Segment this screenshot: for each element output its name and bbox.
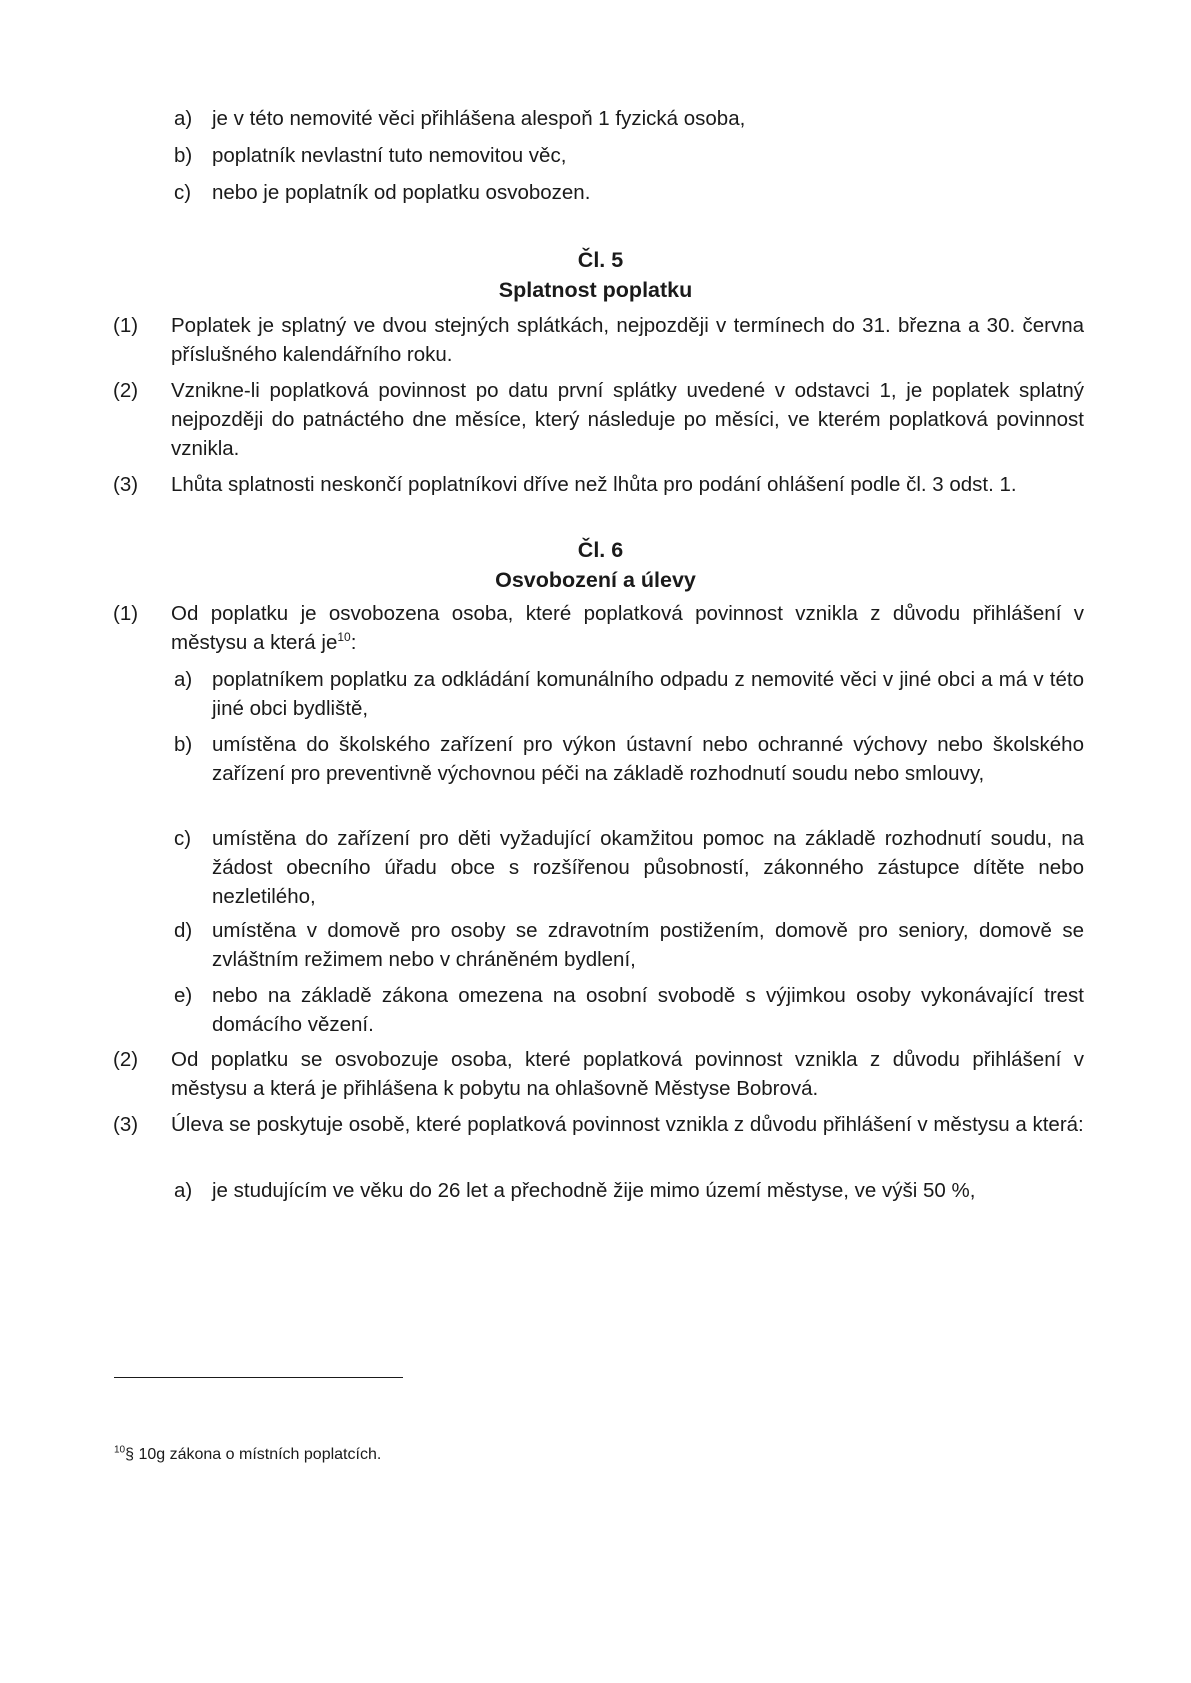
paragraph: [113, 470, 1084, 499]
list-item: [174, 981, 1084, 1039]
article-title: Splatnost poplatku: [498, 278, 693, 302]
paragraph-label: (1): [113, 602, 139, 625]
item-text: je studujícím ve věku do 26 let a přechodně žije mimo území městyse, ve výši 50 %,: [212, 1179, 976, 1202]
item-label: c): [174, 827, 192, 850]
item-label: b): [174, 733, 193, 756]
paragraph: [113, 311, 1084, 369]
item-text: umístěna v domově pro osoby se zdravotním postižením, domově pro seniory, domově se zvláštním režimem nebo v chráněném bydlení,: [212, 919, 1084, 971]
item-label: e): [174, 984, 193, 1007]
list-item: [174, 104, 1084, 133]
list-item: [174, 1176, 1084, 1205]
item-label: c): [174, 181, 192, 204]
item-text: poplatníkem poplatku za odkládání komunálního odpadu z nemovité věci v jiné obci a má v této jiné obci bydliště,: [212, 668, 1084, 720]
item-text: poplatník nevlastní tuto nemovitou věc,: [212, 144, 567, 167]
paragraph-body: Od poplatku je osvobozena osoba, které poplatková povinnost vznikla z důvodu přihlášení v městysu a která je: [171, 602, 1084, 654]
paragraph: [113, 1045, 1084, 1103]
paragraph-text: [171, 599, 1084, 657]
item-label: b): [174, 144, 193, 167]
paragraph-text: Lhůta splatnosti neskončí poplatníkovi dříve než lhůta pro podání ohlášení podle čl. 3 odst. 1.: [171, 473, 1017, 496]
list-item: [174, 916, 1084, 974]
article-6-heading: [0, 535, 1191, 595]
item-label: a): [174, 1179, 193, 1202]
paragraph-label: (3): [113, 473, 139, 496]
paragraph-text: Vznikne-li poplatková povinnost po datu první splátky uvedené v odstavci 1, je poplatek splatný nejpozději do patnáctého dne měsíce, který následuje po měsíci, ve kterém poplatková povinnost vznikla.: [171, 379, 1084, 460]
list-item: [174, 665, 1084, 723]
footnote-separator: [114, 1377, 403, 1378]
item-label: d): [174, 919, 193, 942]
paragraph-text: Poplatek je splatný ve dvou stejných splátkách, nejpozději v termínech do 31. března a 30. června příslušného kalendářního roku.: [171, 314, 1084, 366]
paragraph-label: (3): [113, 1113, 139, 1136]
article-number: Čl. 6: [577, 538, 624, 562]
paragraph-label: (2): [113, 1048, 139, 1071]
paragraph: [113, 376, 1084, 463]
list-item: [174, 824, 1084, 911]
item-text: umístěna do zařízení pro děti vyžadující okamžitou pomoc na základě rozhodnutí soudu, na žádost obecního úřadu obce s rozšířenou působností, zákonného zástupce dítěte nebo nezletilého,: [212, 827, 1084, 908]
item-text: umístěna do školského zařízení pro výkon ústavní nebo ochranné výchovy nebo školského zařízení pro preventivně výchovnou péči na základě rozhodnutí soudu nebo smlouvy,: [212, 733, 1084, 785]
article-number: Čl. 5: [577, 248, 624, 272]
item-label: a): [174, 107, 193, 130]
list-item: [174, 178, 1084, 207]
item-text: nebo je poplatník od poplatku osvobozen.: [212, 181, 591, 204]
paragraph-label: (2): [113, 379, 139, 402]
paragraph-text: Od poplatku se osvobozuje osoba, které poplatková povinnost vznikla z důvodu přihlášení v městysu a která je přihlášena k pobytu na ohlašovně Městyse Bobrová.: [171, 1048, 1084, 1100]
footnote-text: § 10g zákona o místních poplatcích.: [125, 1446, 382, 1463]
paragraph: [113, 599, 1084, 657]
article-5-heading: [0, 245, 1191, 305]
footnote: [114, 1445, 381, 1465]
footnote-number: 10: [114, 1444, 126, 1456]
article-title: Osvobození a úlevy: [495, 568, 696, 592]
paragraph-text: Úleva se poskytuje osobě, které poplatková povinnost vznikla z důvodu přihlášení v městysu a která:: [171, 1113, 1084, 1136]
item-text: nebo na základě zákona omezena na osobní svobodě s výjimkou osoby vykonávající trest domácího vězení.: [212, 984, 1084, 1036]
paragraph-tail: :: [350, 631, 357, 654]
list-item: [174, 141, 1084, 170]
paragraph-label: (1): [113, 314, 139, 337]
list-item: [174, 730, 1084, 788]
item-label: a): [174, 668, 193, 691]
item-text: je v této nemovité věci přihlášena alespoň 1 fyzická osoba,: [212, 107, 746, 130]
paragraph: [113, 1110, 1084, 1139]
footnote-ref: 10: [337, 630, 351, 645]
